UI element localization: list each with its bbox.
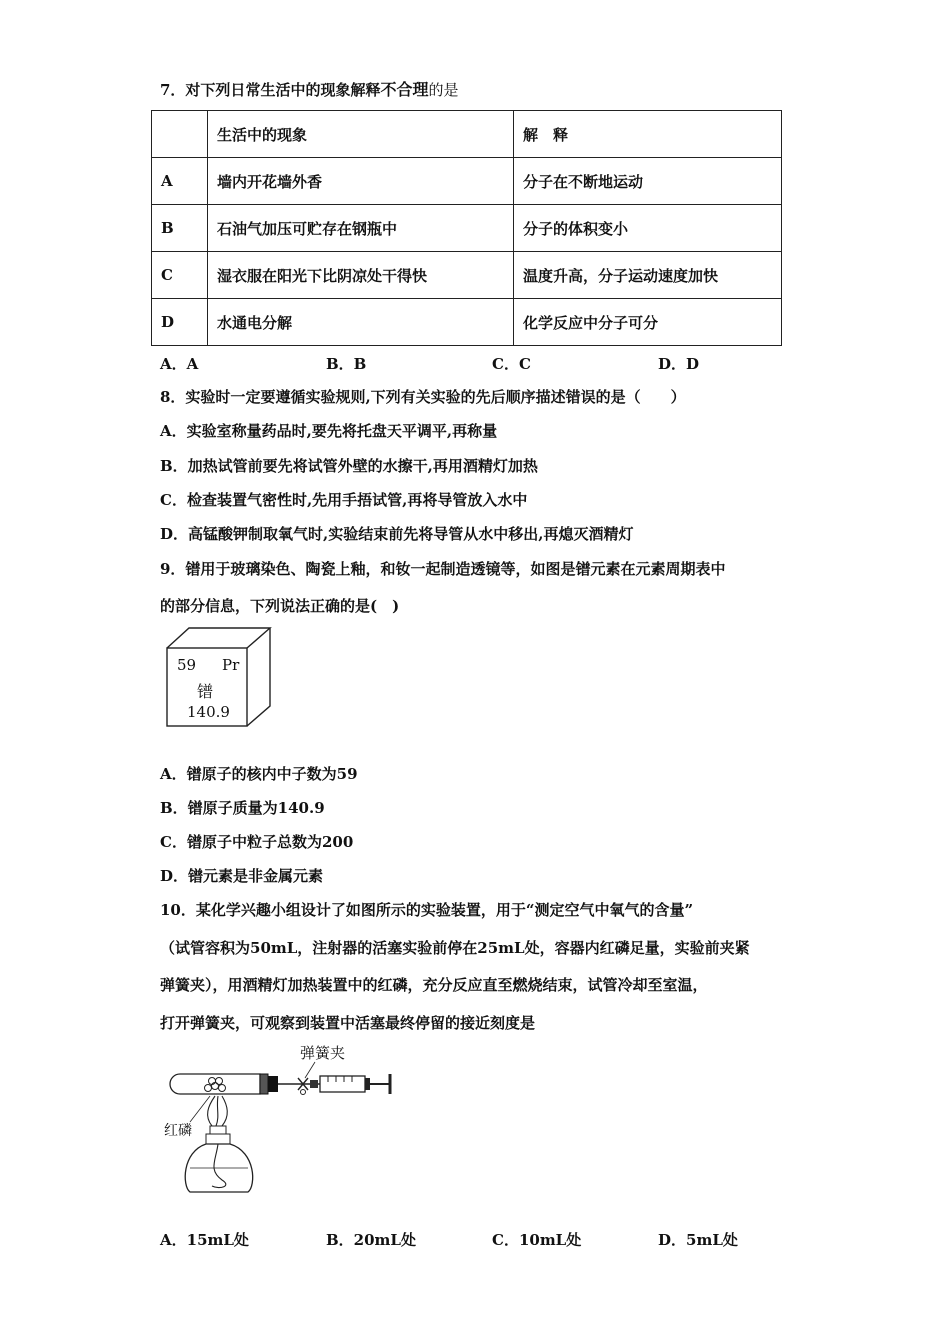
q8-stem: 8．实验时一定要遵循实验规则,下列有关实验的先后顺序描述错误的是（ ） — [160, 388, 686, 406]
row-explanation: 化学反应中分子可分 — [514, 299, 782, 346]
q9-option-b[interactable]: B．镨原子质量为140.9 — [160, 799, 325, 817]
q9-option-d[interactable]: D．镨元素是非金属元素 — [160, 867, 324, 885]
q7-options — [160, 353, 824, 374]
q7-option-a[interactable]: A．A — [160, 355, 199, 373]
table-row — [152, 252, 782, 299]
q10-option-c[interactable]: C．10mL处 — [492, 1231, 582, 1249]
row-phenomenon: 墙内开花墙外香 — [208, 158, 514, 205]
q10-stem-line4: 打开弹簧夹，可观察到装置中活塞最终停留的接近刻度是 — [160, 1014, 536, 1032]
table-row — [152, 205, 782, 252]
element-atomic-mass: 140.9 — [187, 703, 230, 721]
table-row — [152, 299, 782, 346]
row-label: A — [152, 158, 208, 205]
element-atomic-number: 59 — [177, 656, 197, 674]
row-explanation: 温度升高，分子运动速度加快 — [514, 252, 782, 299]
table-row — [152, 158, 782, 205]
q9-option-a[interactable]: A．镨原子的核内中子数为59 — [160, 765, 358, 783]
q10-option-a[interactable]: A．15mL处 — [160, 1231, 249, 1249]
q10-option-b[interactable]: B．20mL处 — [326, 1231, 416, 1249]
table-header-row — [152, 111, 782, 158]
q9-stem-line1: 9．镨用于玻璃染色、陶瓷上釉，和钕一起制造透镜等，如图是镨元素在元素周期表中 — [160, 560, 726, 578]
element-name: 镨 — [197, 682, 214, 701]
element-symbol: Pr — [222, 656, 240, 674]
row-phenomenon: 湿衣服在阳光下比阴凉处干得快 — [208, 252, 514, 299]
q7-option-c[interactable]: C．C — [492, 355, 531, 373]
row-explanation: 分子在不断地运动 — [514, 158, 782, 205]
q7-stem-part3: 的是 — [428, 81, 459, 99]
q8-option-a[interactable]: A．实验室称量药品时,要先将托盘天平调平,再称量 — [160, 422, 498, 440]
table-header-empty — [152, 111, 208, 158]
q8-option-b[interactable]: B．加热试管前要先将试管外壁的水擦干,再用酒精灯加热 — [160, 457, 538, 475]
table-header-phenomenon: 生活中的现象 — [208, 111, 514, 158]
q10-stem-line1: 10．某化学兴趣小组设计了如图所示的实验装置，用于“测定空气中氧气的含量” — [160, 901, 694, 919]
q8-option-d[interactable]: D．高锰酸钾制取氧气时,实验结束前先将导管从水中移出,再熄灭酒精灯 — [160, 525, 634, 543]
q8-option-c[interactable]: C．检查装置气密性时,先用手捂试管,再将导管放入水中 — [160, 491, 528, 509]
apparatus-drawing — [160, 1040, 405, 1200]
row-label: C — [152, 252, 208, 299]
q10-options — [160, 1229, 824, 1250]
element-cell-figure — [165, 626, 275, 730]
row-phenomenon: 石油气加压可贮存在钢瓶中 — [208, 205, 514, 252]
row-explanation: 分子的体积变小 — [514, 205, 782, 252]
row-phenomenon: 水通电分解 — [208, 299, 514, 346]
q10-stem-line2: （试管容积为50mL，注射器的活塞实验前停在25mL处，容器内红磷足量，实验前夹紧 — [160, 939, 750, 957]
q10-stem-line3: 弹簧夹），用酒精灯加热装置中的红磷，充分反应直至燃烧结束，试管冷却至室温， — [160, 976, 708, 994]
q7-table — [151, 110, 782, 346]
q9-option-c[interactable]: C．镨原子中粒子总数为200 — [160, 833, 354, 851]
q7-stem-part1: 7．对下列日常生活中的现象解释 — [160, 81, 381, 99]
table-header-explanation: 解 释 — [514, 111, 782, 158]
q7-stem — [160, 77, 458, 100]
q10-option-d[interactable]: D．5mL处 — [658, 1231, 738, 1249]
apparatus-figure — [160, 1040, 405, 1200]
row-label: B — [152, 205, 208, 252]
q9-stem-line2: 的部分信息，下列说法正确的是( ) — [160, 597, 400, 615]
row-label: D — [152, 299, 208, 346]
phosphorus-label: 红磷 — [164, 1123, 192, 1139]
q7-option-b[interactable]: B．B — [326, 355, 367, 373]
clamp-label: 弹簧夹 — [300, 1044, 346, 1062]
q7-stem-emphasis: 不合理 — [380, 80, 429, 99]
q7-option-d[interactable]: D．D — [658, 355, 700, 373]
